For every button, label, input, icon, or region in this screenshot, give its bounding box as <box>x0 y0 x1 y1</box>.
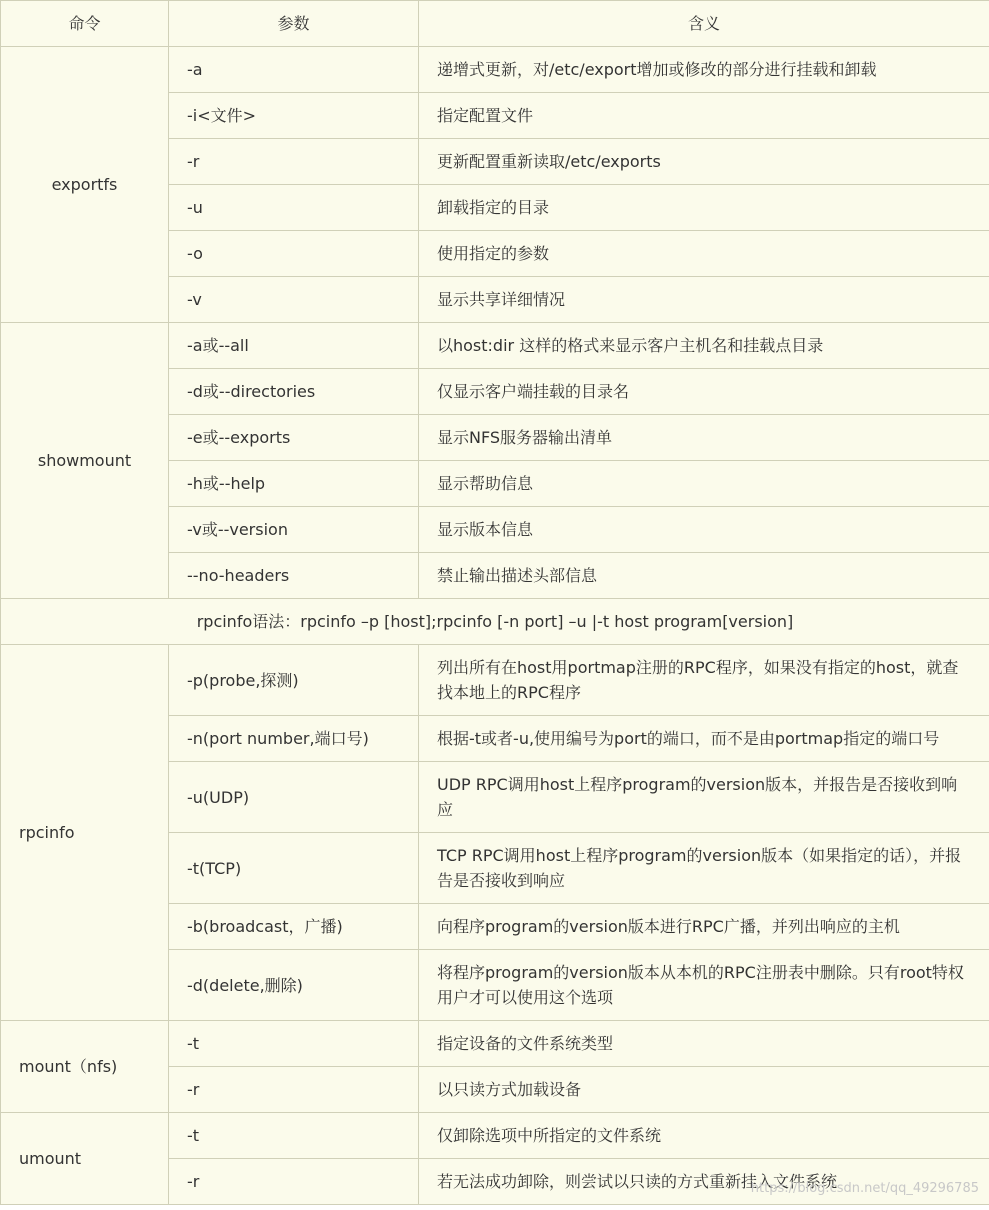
meaning-cell: 将程序program的version版本从本机的RPC注册表中删除。只有root特权用户才可以使用这个选项 <box>419 950 989 1021</box>
param-cell: -u(UDP) <box>169 762 419 833</box>
meaning-cell: 递增式更新，对/etc/export增加或修改的部分进行挂载和卸载 <box>419 47 989 93</box>
param-cell: -n(port number,端口号) <box>169 716 419 762</box>
meaning-cell: 禁止输出描述头部信息 <box>419 553 989 599</box>
header-command: 命令 <box>1 1 169 47</box>
syntax-row <box>1 599 989 645</box>
command-name-showmount: showmount <box>1 323 169 599</box>
param-cell: -t(TCP) <box>169 833 419 904</box>
header-row <box>1 1 989 47</box>
param-cell: -i<文件> <box>169 93 419 139</box>
meaning-cell: 卸载指定的目录 <box>419 185 989 231</box>
param-cell: -p(probe,探测) <box>169 645 419 716</box>
meaning-cell: 仅卸除选项中所指定的文件系统 <box>419 1113 989 1159</box>
param-cell: -r <box>169 1067 419 1113</box>
command-name-umount: umount <box>1 1113 169 1205</box>
header-param: 参数 <box>169 1 419 47</box>
command-name-rpcinfo: rpcinfo <box>1 645 169 1021</box>
meaning-cell: TCP RPC调用host上程序program的version版本（如果指定的话），并报告是否接收到响应 <box>419 833 989 904</box>
param-cell: -b(broadcast，广播) <box>169 904 419 950</box>
meaning-cell: UDP RPC调用host上程序program的version版本，并报告是否接收到响应 <box>419 762 989 833</box>
param-cell: -o <box>169 231 419 277</box>
meaning-cell: 更新配置重新读取/etc/exports <box>419 139 989 185</box>
meaning-cell: 显示NFS服务器输出清单 <box>419 415 989 461</box>
param-cell: -a或--all <box>169 323 419 369</box>
meaning-cell: 根据-t或者-u,使用编号为port的端口，而不是由portmap指定的端口号 <box>419 716 989 762</box>
param-cell: -v或--version <box>169 507 419 553</box>
meaning-cell: 显示帮助信息 <box>419 461 989 507</box>
table-row <box>1 645 989 716</box>
meaning-cell: 指定设备的文件系统类型 <box>419 1021 989 1067</box>
table-row <box>1 323 989 369</box>
param-cell: -t <box>169 1021 419 1067</box>
meaning-cell: 显示共享详细情况 <box>419 277 989 323</box>
meaning-cell: 仅显示客户端挂载的目录名 <box>419 369 989 415</box>
param-cell: -e或--exports <box>169 415 419 461</box>
table-row <box>1 47 989 93</box>
watermark: https://blog.csdn.net/qq_49296785 <box>750 1181 979 1196</box>
header-meaning: 含义 <box>419 1 989 47</box>
meaning-cell: 以只读方式加载设备 <box>419 1067 989 1113</box>
param-cell: -t <box>169 1113 419 1159</box>
meaning-cell: 指定配置文件 <box>419 93 989 139</box>
param-cell: -v <box>169 277 419 323</box>
param-cell: -r <box>169 139 419 185</box>
param-cell: -d或--directories <box>169 369 419 415</box>
param-cell: -d(delete,删除) <box>169 950 419 1021</box>
param-cell: -h或--help <box>169 461 419 507</box>
meaning-cell: 显示版本信息 <box>419 507 989 553</box>
meaning-cell: 若无法成功卸除，则尝试以只读的方式重新挂入文件系统 <box>419 1159 989 1205</box>
table-row <box>1 1021 989 1067</box>
rpcinfo-syntax: rpcinfo语法：rpcinfo –p [host];rpcinfo [-n port] –u |-t host program[version] <box>1 599 989 645</box>
meaning-cell: 列出所有在host用portmap注册的RPC程序，如果没有指定的host，就查找本地上的RPC程序 <box>419 645 989 716</box>
param-cell: -a <box>169 47 419 93</box>
table-row <box>1 1113 989 1159</box>
param-cell: -r <box>169 1159 419 1205</box>
param-cell: -u <box>169 185 419 231</box>
command-name-exportfs: exportfs <box>1 47 169 323</box>
meaning-cell: 向程序program的version版本进行RPC广播，并列出响应的主机 <box>419 904 989 950</box>
meaning-cell: 以host:dir 这样的格式来显示客户主机名和挂载点目录 <box>419 323 989 369</box>
param-cell: --no-headers <box>169 553 419 599</box>
meaning-cell: 使用指定的参数 <box>419 231 989 277</box>
command-name-mount: mount（nfs) <box>1 1021 169 1113</box>
